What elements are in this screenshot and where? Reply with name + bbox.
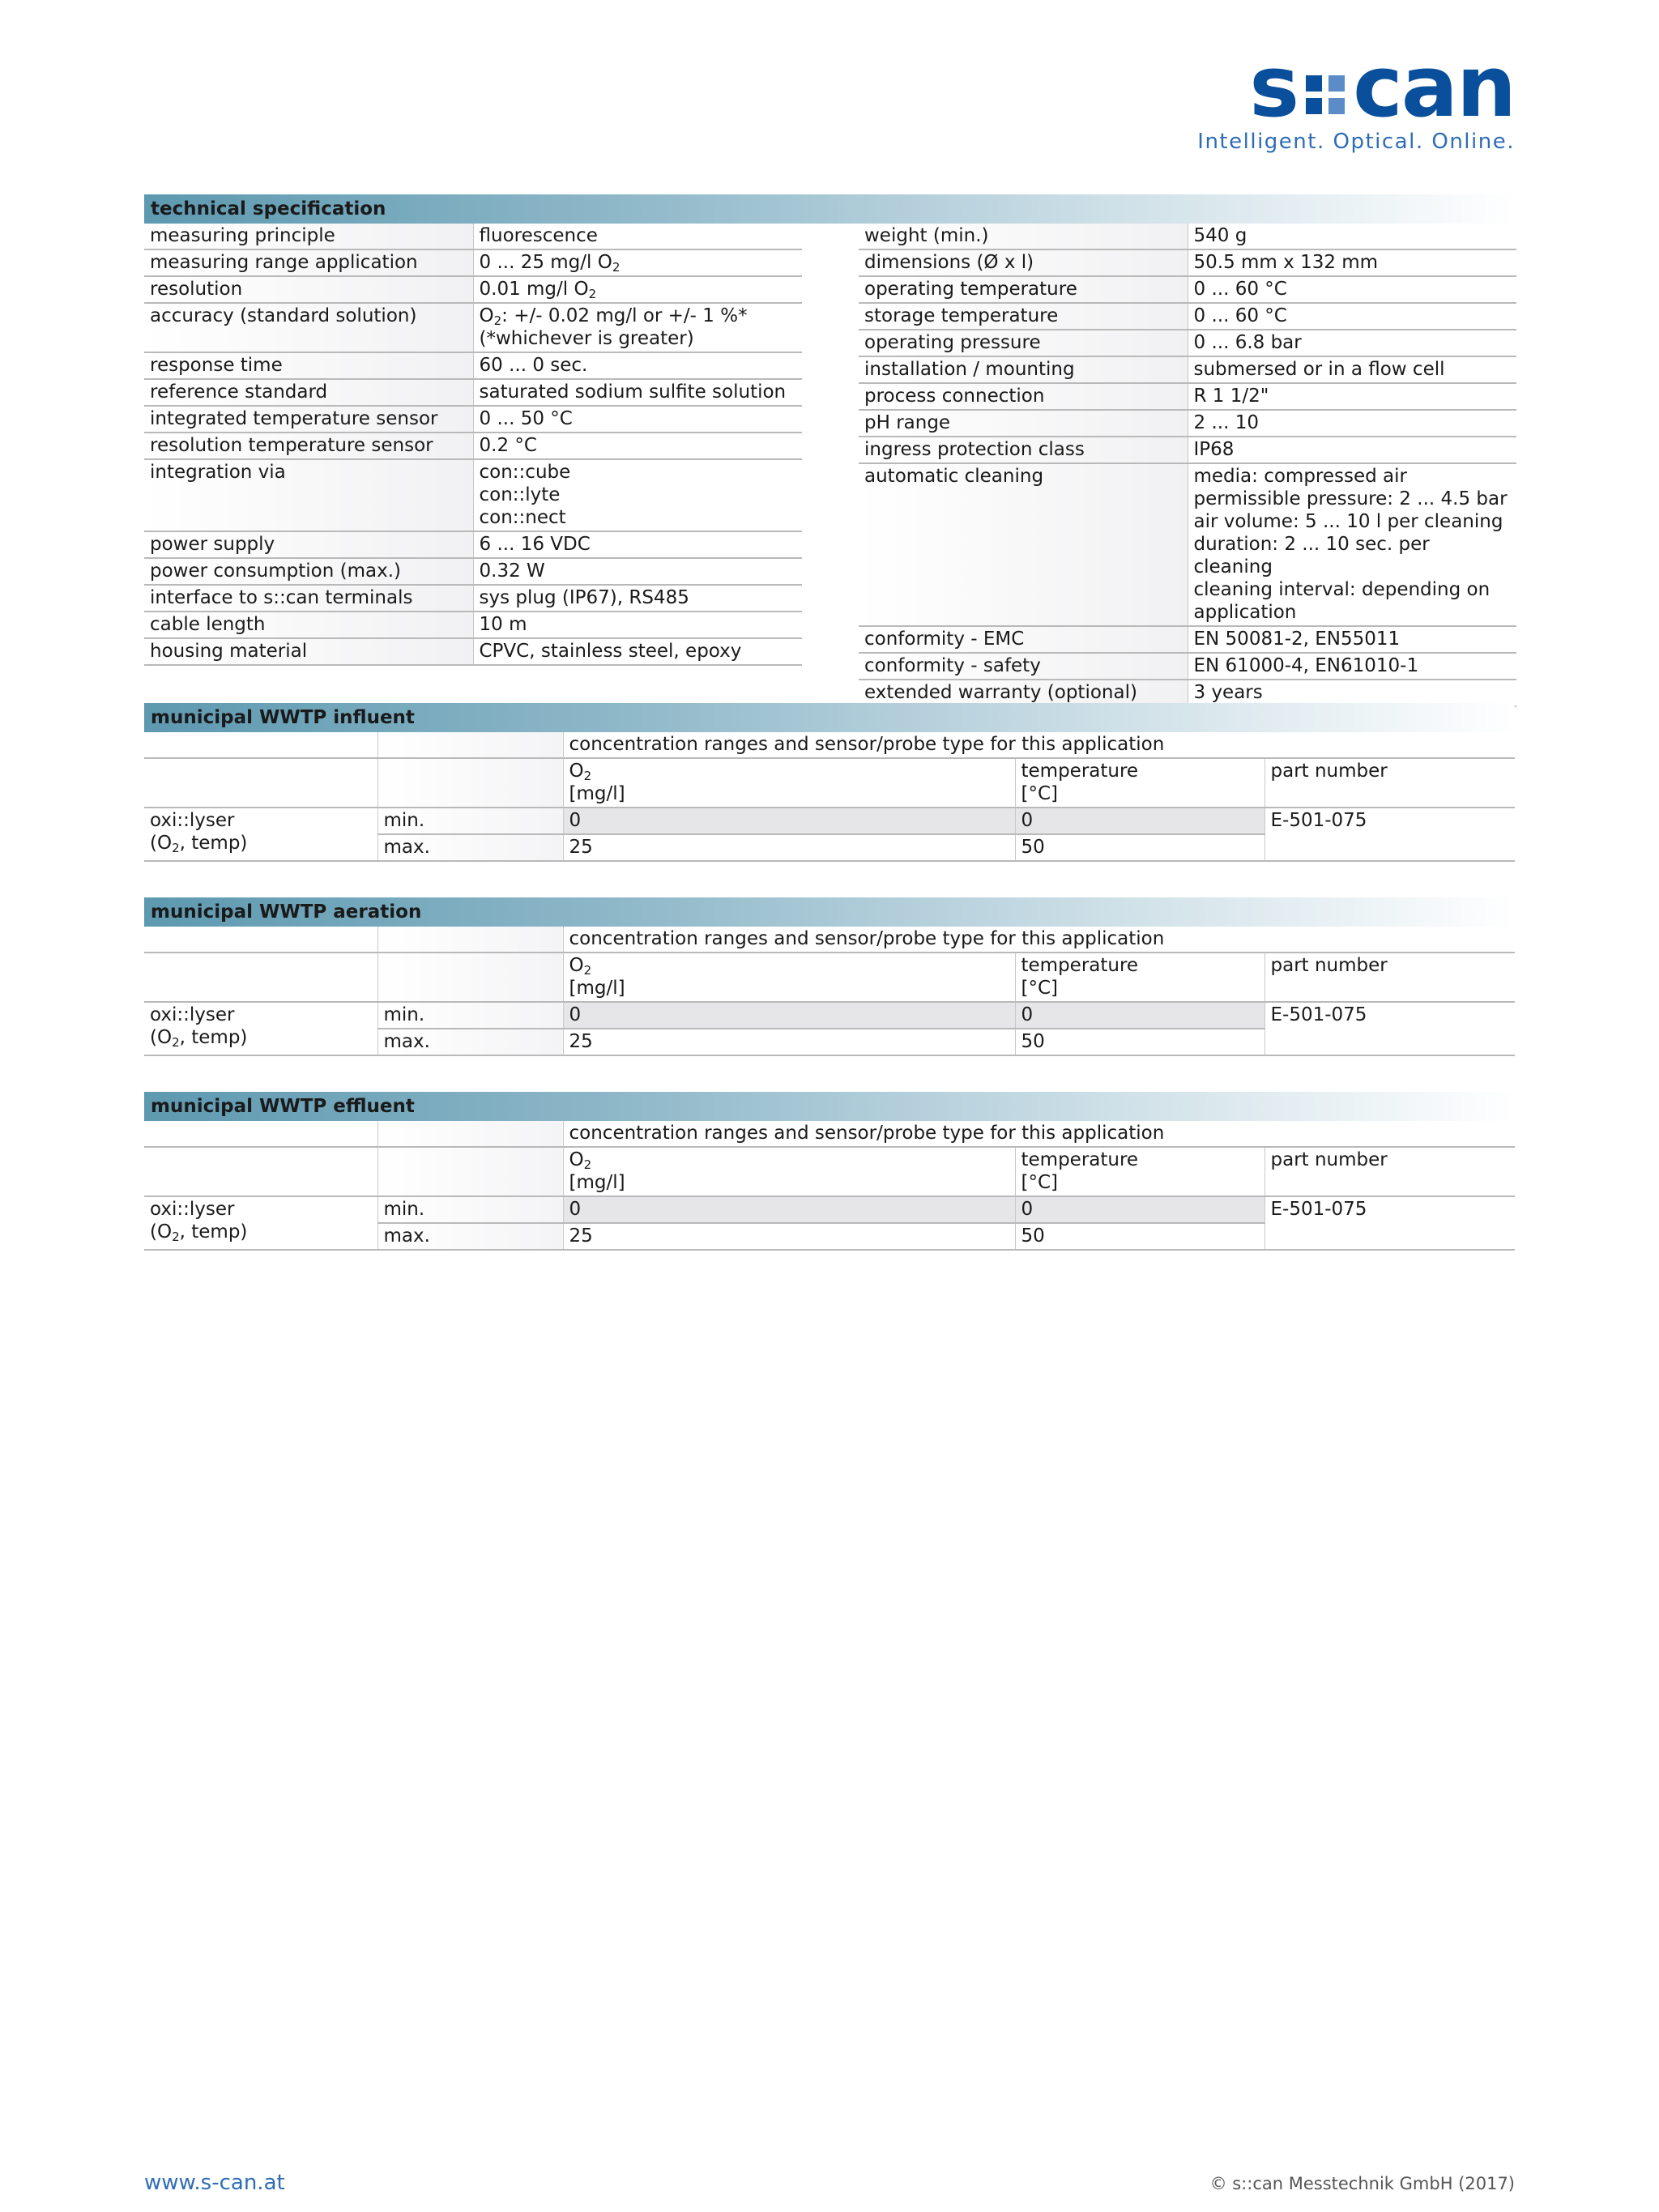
spec-key: measuring principle	[144, 224, 473, 249]
spec-key: conformity - EMC	[859, 626, 1188, 653]
spec-key: accuracy (standard solution)	[144, 303, 473, 352]
spec-row	[144, 352, 802, 379]
spec-key: automatic cleaning	[859, 463, 1188, 626]
temperature-column-header	[1015, 758, 1265, 808]
application-table	[144, 927, 1515, 1056]
spec-key: operating pressure	[859, 330, 1188, 356]
temperature-column-header	[1015, 1147, 1265, 1196]
sensor-line: ($O_2$, temp)	[150, 1221, 248, 1244]
spec-value-line: media: compressed air	[1193, 466, 1407, 487]
max-label: max.	[377, 1223, 563, 1250]
spec-value-line: 2 ... 10	[1193, 412, 1259, 433]
table-row	[144, 808, 1515, 834]
spec-table-right	[859, 224, 1516, 707]
spec-value-line: con::cube	[479, 462, 571, 483]
spec-key: reference standard	[144, 379, 473, 406]
temperature-min-value: 0	[1015, 808, 1265, 834]
part-number-value: E-501-075	[1265, 1196, 1515, 1250]
spec-row	[859, 276, 1516, 303]
temperature-min-value: 0	[1015, 1002, 1265, 1029]
sensor-name	[144, 1002, 377, 1055]
spec-key: pH range	[859, 410, 1188, 437]
spec-value	[1188, 249, 1516, 276]
table-cell	[377, 927, 563, 953]
spec-value-line: EN 50081-2, EN55011	[1193, 629, 1401, 650]
temperature-column-header	[1015, 953, 1265, 1002]
temperature-label: temperature	[1021, 761, 1139, 782]
sensor-line: ($O_2$, temp)	[150, 833, 248, 855]
sensor-line: oxi::lyser	[150, 1004, 235, 1025]
part-number-value: E-501-075	[1265, 1002, 1515, 1055]
footer-website-link[interactable]: www.s-can.at	[144, 2171, 285, 2195]
spec-value	[473, 406, 802, 433]
spec-value	[473, 558, 802, 585]
table-cell	[144, 758, 377, 808]
spec-value	[473, 612, 802, 638]
logo-letter-s: s	[1249, 37, 1299, 136]
logo-dots-icon	[1306, 75, 1345, 114]
spec-value	[473, 352, 802, 379]
spec-value	[473, 638, 802, 665]
spec-key: weight (min.)	[859, 224, 1188, 249]
spec-key: extended warranty (optional)	[859, 680, 1188, 706]
o2-unit: [mg/l]	[569, 1172, 625, 1193]
spec-row	[144, 585, 802, 612]
spec-row	[859, 653, 1516, 680]
table-cell	[377, 758, 563, 808]
spec-value-line: $O_2$: +/- 0.02 mg/l or +/- 1 %*	[479, 305, 748, 328]
spec-value	[473, 249, 802, 276]
spec-key: process connection	[859, 383, 1188, 410]
footer-copyright: © s::can Messtechnik GmbH (2017)	[1209, 2174, 1515, 2193]
spec-value-line: 6 ... 16 VDC	[479, 534, 591, 555]
table-row	[144, 758, 1515, 808]
max-label: max.	[377, 1029, 563, 1055]
min-label: min.	[377, 808, 563, 834]
table-row	[144, 927, 1515, 953]
sensor-name	[144, 808, 377, 861]
spec-row	[144, 531, 802, 558]
o2-max-value: 25	[563, 1223, 1015, 1250]
table-row	[144, 1196, 1515, 1223]
o2-min-value: 0	[563, 808, 1015, 834]
spec-value	[1188, 356, 1516, 383]
spec-value-line: 540 g	[1193, 225, 1247, 246]
spec-value-line: 3 years	[1193, 682, 1263, 703]
spec-row	[144, 379, 802, 406]
spec-row	[859, 224, 1516, 249]
spec-value-line: 0 ... 60 °C	[1193, 279, 1287, 300]
spec-key: dimensions (Ø x l)	[859, 249, 1188, 276]
section-header-application: municipal WWTP effluent	[144, 1092, 1515, 1121]
spec-key: integrated temperature sensor	[144, 406, 473, 433]
spec-value-line: sys plug (IP67), RS485	[479, 587, 689, 608]
o2-min-value: 0	[563, 1002, 1015, 1029]
spec-key: resolution temperature sensor	[144, 433, 473, 459]
spec-row	[859, 410, 1516, 437]
o2-column-header	[563, 953, 1015, 1002]
spec-row	[144, 459, 802, 531]
o2-unit: [mg/l]	[569, 978, 625, 999]
spec-value	[1188, 463, 1516, 626]
spec-key: interface to s::can terminals	[144, 585, 473, 612]
spec-key: housing material	[144, 638, 473, 665]
o2-column-header	[563, 1147, 1015, 1196]
application-table	[144, 1121, 1515, 1251]
spec-key: response time	[144, 352, 473, 379]
spec-value-line: 50.5 mm x 132 mm	[1193, 252, 1379, 273]
spec-value	[1188, 224, 1516, 249]
table-cell	[377, 1121, 563, 1147]
spec-row	[859, 383, 1516, 410]
spec-key: cable length	[144, 612, 473, 638]
spec-row	[859, 437, 1516, 463]
sensor-line: oxi::lyser	[150, 1199, 235, 1220]
spec-value-line: con::nect	[479, 507, 566, 528]
temperature-max-value: 50	[1015, 1029, 1265, 1055]
spec-value	[1188, 653, 1516, 680]
part-number-header: part number	[1265, 758, 1515, 808]
sensor-name	[144, 1196, 377, 1250]
spec-value-line: EN 61000-4, EN61010-1	[1193, 655, 1419, 676]
spec-key: storage temperature	[859, 303, 1188, 330]
spec-row	[144, 224, 802, 249]
table-cell	[144, 1121, 377, 1147]
spec-value-line: duration: 2 ... 10 sec. per cleaning	[1193, 534, 1430, 578]
spec-value	[1188, 410, 1516, 437]
temperature-label: temperature	[1021, 955, 1139, 976]
spec-value-line: submersed or in a flow cell	[1193, 359, 1445, 380]
temperature-max-value: 50	[1015, 834, 1265, 861]
spec-value	[1188, 626, 1516, 653]
min-label: min.	[377, 1002, 563, 1029]
spec-key: resolution	[144, 276, 473, 303]
table-row	[144, 1121, 1515, 1147]
spec-value	[473, 276, 802, 303]
spec-row	[144, 638, 802, 665]
spec-value-line: 0.32 W	[479, 560, 545, 582]
section-header-application: municipal WWTP influent	[144, 703, 1515, 732]
spec-value-line: air volume: 5 ... 10 l per cleaning	[1193, 511, 1503, 532]
spec-value-line: 10 m	[479, 614, 527, 635]
spec-key: measuring range application	[144, 249, 473, 276]
logo-wordmark	[1249, 37, 1515, 136]
part-number-header: part number	[1265, 953, 1515, 1002]
section-header-application: municipal WWTP aeration	[144, 897, 1515, 927]
max-label: max.	[377, 834, 563, 861]
spec-value-line: R 1 1/2"	[1193, 386, 1269, 407]
spec-table-left	[144, 224, 802, 666]
spec-key: integration via	[144, 459, 473, 531]
spec-key: power consumption (max.)	[144, 558, 473, 585]
spec-value	[1188, 276, 1516, 303]
o2-label: $O_2$	[569, 761, 592, 783]
spec-row	[859, 626, 1516, 653]
spec-key: installation / mounting	[859, 356, 1188, 383]
o2-unit: [mg/l]	[569, 783, 625, 804]
spec-row	[144, 612, 802, 638]
spec-value-line: 0 ... 60 °C	[1193, 305, 1287, 326]
spec-row	[859, 249, 1516, 276]
table-cell	[377, 1147, 563, 1196]
spec-value	[473, 224, 802, 249]
spec-value-line: 0 ... 25 mg/l $O_2$	[479, 252, 621, 275]
part-number-value: E-501-075	[1265, 808, 1515, 861]
spec-value-line: cleaning interval: depending on	[1193, 579, 1491, 600]
table-row	[144, 953, 1515, 1002]
table-cell	[144, 1147, 377, 1196]
application-table	[144, 732, 1515, 862]
temperature-unit: [°C]	[1021, 783, 1059, 804]
spec-value	[473, 585, 802, 612]
o2-max-value: 25	[563, 834, 1015, 861]
spec-value-line: (*whichever is greater)	[479, 328, 694, 349]
spec-key: operating temperature	[859, 276, 1188, 303]
concentration-header: concentration ranges and sensor/probe type for this application	[563, 927, 1515, 953]
table-cell	[144, 927, 377, 953]
spec-value-line: 0.2 °C	[479, 435, 537, 456]
spec-value-line: con::lyte	[479, 484, 561, 505]
spec-key: ingress protection class	[859, 437, 1188, 463]
spec-value	[1188, 330, 1516, 356]
spec-value-line: 0 ... 6.8 bar	[1193, 332, 1302, 353]
sensor-line: oxi::lyser	[150, 810, 235, 831]
sensor-line: ($O_2$, temp)	[150, 1027, 248, 1050]
spec-value-line: 60 ... 0 sec.	[479, 355, 588, 376]
table-cell	[377, 953, 563, 1002]
o2-label: $O_2$	[569, 955, 592, 978]
section-header-technical-specification: technical specification	[144, 194, 1515, 224]
spec-value	[473, 433, 802, 459]
temperature-max-value: 50	[1015, 1223, 1265, 1250]
table-row	[144, 732, 1515, 758]
spec-row	[144, 433, 802, 459]
spec-row	[144, 249, 802, 276]
spec-value-line: application	[1193, 602, 1297, 623]
concentration-header: concentration ranges and sensor/probe type for this application	[563, 732, 1515, 758]
spec-value-line: saturated sodium sulfite solution	[479, 381, 787, 403]
spec-key: conformity - safety	[859, 653, 1188, 680]
logo-tagline: Intelligent. Optical. Online.	[1197, 130, 1515, 154]
spec-value	[473, 459, 802, 531]
spec-row	[144, 303, 802, 352]
spec-row	[144, 406, 802, 433]
spec-value-line: 0.01 mg/l $O_2$	[479, 279, 597, 301]
spec-row	[859, 303, 1516, 330]
scan-logo	[1197, 37, 1515, 154]
spec-key: power supply	[144, 531, 473, 558]
o2-min-value: 0	[563, 1196, 1015, 1223]
table-row	[144, 1002, 1515, 1029]
table-row	[144, 1147, 1515, 1196]
o2-max-value: 25	[563, 1029, 1015, 1055]
spec-value	[473, 303, 802, 352]
spec-value-line: 0 ... 50 °C	[479, 408, 573, 429]
spec-row	[859, 356, 1516, 383]
part-number-header: part number	[1265, 1147, 1515, 1196]
spec-row	[859, 463, 1516, 626]
o2-column-header	[563, 758, 1015, 808]
table-cell	[144, 953, 377, 1002]
concentration-header: concentration ranges and sensor/probe type for this application	[563, 1121, 1515, 1147]
spec-value	[1188, 437, 1516, 463]
spec-value-line: IP68	[1193, 439, 1235, 460]
spec-value	[1188, 383, 1516, 410]
spec-value	[473, 379, 802, 406]
min-label: min.	[377, 1196, 563, 1223]
spec-value-line: CPVC, stainless steel, epoxy	[479, 641, 742, 662]
logo-letters-can: can	[1353, 37, 1515, 136]
spec-value	[473, 531, 802, 558]
table-cell	[144, 732, 377, 758]
spec-row	[144, 558, 802, 585]
spec-row	[859, 330, 1516, 356]
temperature-label: temperature	[1021, 1149, 1139, 1170]
spec-value-line: fluorescence	[479, 225, 598, 246]
o2-label: $O_2$	[569, 1149, 592, 1172]
spec-row	[144, 276, 802, 303]
temperature-unit: [°C]	[1021, 1172, 1059, 1193]
temperature-unit: [°C]	[1021, 978, 1059, 999]
table-cell	[377, 732, 563, 758]
temperature-min-value: 0	[1015, 1196, 1265, 1223]
spec-value	[1188, 303, 1516, 330]
spec-value-line: permissible pressure: 2 ... 4.5 bar	[1193, 488, 1508, 509]
